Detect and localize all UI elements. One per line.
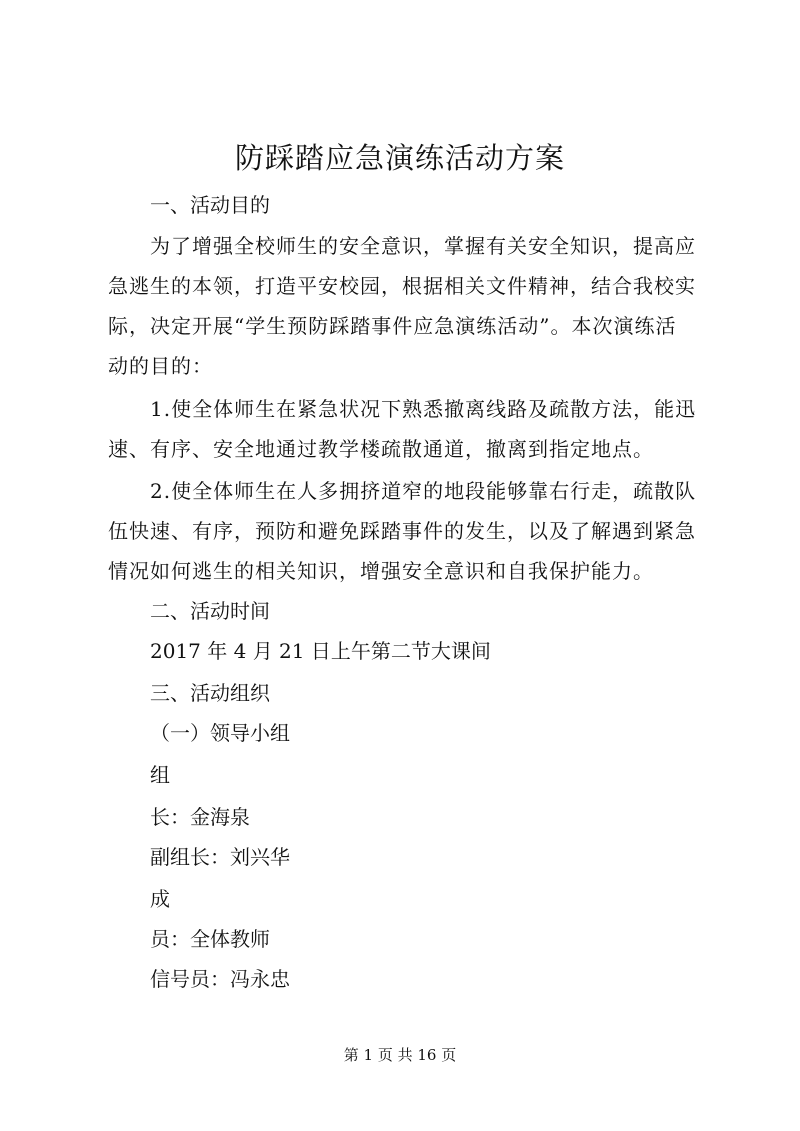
role-line: 副组长：刘兴华 [150,845,290,869]
role-line: 长：金海泉 [150,805,250,829]
paragraph-line: 动的目的： [108,354,213,378]
activity-time-text: 2017 年 4 月 21 日上午第二节大课间 [150,639,491,663]
list-item-line: 2.使全体师生在人多拥挤道窄的地段能够靠右行走，疏散队 [150,479,697,503]
paragraph-line: 为了增强全校师生的安全意识，掌握有关安全知识，提高应 [150,234,696,258]
role-line: 信号员：冯永忠 [150,967,290,991]
paragraph-line: 急逃生的本领，打造平安校园，根据相关文件精神，结合我校实 [108,274,696,298]
role-line: 成 [150,887,170,911]
subsection-heading-leadership: （一）领导小组 [150,721,290,745]
section-heading-organization: 三、活动组织 [150,681,270,705]
paragraph-line: 际，决定开展“学生预防踩踏事件应急演练活动”。本次演练活 [108,314,677,338]
page-indicator: 第 1 页 共 16 页 [343,1046,457,1064]
list-item-line: 伍快速、有序，预防和避免踩踏事件的发生，以及了解遇到紧急 [108,519,696,543]
list-item-line: 速、有序、安全地通过教学楼疏散通道，撤离到指定地点。 [108,437,654,461]
list-item-line: 1.使全体师生在紧急状况下熟悉撤离线路及疏散方法，能迅 [150,397,697,421]
section-heading-purpose: 一、活动目的 [150,193,270,217]
role-line: 组 [150,763,170,787]
role-line: 员：全体教师 [150,927,270,951]
document-title: 防踩踏应急演练活动方案 [234,141,565,175]
section-heading-time: 二、活动时间 [150,599,270,623]
list-item-line: 情况如何逃生的相关知识，增强安全意识和自我保护能力。 [108,559,654,583]
